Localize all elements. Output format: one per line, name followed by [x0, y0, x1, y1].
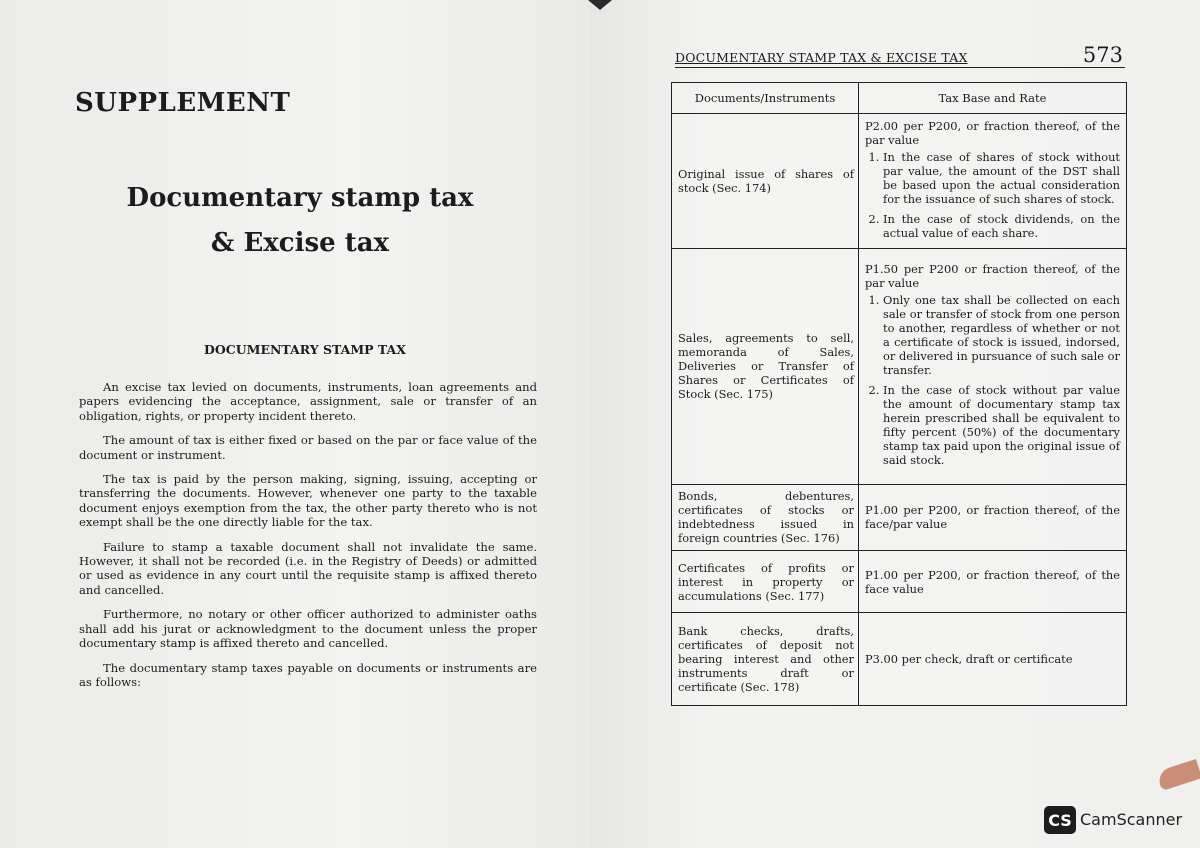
rate-provisions	[865, 293, 1120, 467]
paragraph: The tax is paid by the person making, signing, issuing, accepting or transferring the documents. However, whenever one party to the taxable document enjoys exemption from the tax, the other party thereto who is not exempt shall be the one directly liable for the tax.	[79, 472, 537, 530]
paragraph: Furthermore, no notary or other officer authorized to administer oaths shall add his jurat or acknowledgment to the document unless the proper documentary stamp is affixed thereto and cancelled.	[79, 607, 537, 651]
document-cell: Certificates of profits or interest in property or accumulations (Sec. 177)	[672, 550, 859, 612]
dst-rate-table	[671, 82, 1127, 706]
provision-item: 2. In the case of stock without par value the amount of documentary stamp tax herein prescribed shall be equivalent to fifty percent (50%) of the documentary stamp tax paid upon the original issue of said stock.	[883, 383, 1120, 467]
header-tax-base: Tax Base and Rate	[859, 83, 1127, 114]
rate-cell	[859, 249, 1127, 485]
rate-cell: P1.00 per P200, or fraction thereof, of the face/par value	[859, 484, 1127, 550]
paragraph: The amount of tax is either fixed or based on the par or face value of the document or instrument.	[79, 433, 537, 462]
table-header-row	[672, 83, 1127, 114]
rate-text: P1.50 per P200 or fraction thereof, of the par value	[865, 262, 1120, 291]
page-number: 573	[1082, 43, 1123, 67]
intro-body	[79, 380, 537, 699]
rate-provisions	[865, 150, 1120, 240]
header-documents: Documents/Instruments	[672, 83, 859, 114]
rate-text: P2.00 per P200, or fraction thereof, of the par value	[865, 119, 1120, 148]
provision-item: 1. Only one tax shall be collected on each sale or transfer of stock from one person to another, regardless of whether or not a certificate of stock is issued, indorsed, or delivered in pursuance of such sale or transfer.	[883, 293, 1120, 377]
chapter-title-line2: & Excise tax	[210, 228, 390, 258]
paragraph: Failure to stamp a taxable document shall not invalidate the same. However, it shall not be recorded (i.e. in the Registry of Deeds) or admitted or used as evidence in any court until the requisite stamp is affixed thereto and cancelled.	[79, 539, 537, 597]
table-row	[672, 114, 1127, 249]
chapter-title-line1: Documentary stamp tax	[126, 183, 474, 213]
camscanner-label: CamScanner	[1080, 810, 1183, 829]
rate-cell	[859, 114, 1127, 249]
document-cell: Sales, agreements to sell, memoranda of Sales, Deliveries or Transfer of Shares or Certificates of Stock (Sec. 175)	[672, 249, 859, 485]
table-row	[672, 550, 1127, 612]
table-row	[672, 484, 1127, 550]
document-cell: Bonds, debentures, certificates of stocks or indebtedness issued in foreign countries (Sec. 176)	[672, 484, 859, 550]
camscanner-logo: CS	[1044, 806, 1076, 834]
provision-item: 2. In the case of stock dividends, on the actual value of each share.	[883, 212, 1120, 240]
dst-subheading: DOCUMENTARY STAMP TAX	[204, 342, 406, 357]
running-head-title: DOCUMENTARY STAMP TAX & EXCISE TAX	[675, 50, 968, 65]
paragraph: An excise tax levied on documents, instruments, loan agreements and papers evidencing the acceptance, assignment, sale or transfer of an obligation, rights, or property incident thereto.	[79, 380, 537, 423]
rate-cell: P1.00 per P200, or fraction thereof, of the face value	[859, 550, 1127, 612]
document-cell: Bank checks, drafts, certificates of deposit not bearing interest and other instruments draft or certificate (Sec. 178)	[672, 613, 859, 706]
rate-cell: P3.00 per check, draft or certificate	[859, 613, 1127, 706]
running-head	[675, 45, 1125, 68]
provision-item: 1. In the case of shares of stock without par value, the amount of the DST shall be based upon the actual consideration for the issuance of such shares of stock.	[883, 150, 1120, 206]
table-row	[672, 249, 1127, 485]
document-cell: Original issue of shares of stock (Sec. 174)	[672, 114, 859, 249]
section-label: SUPPLEMENT	[75, 88, 291, 118]
paragraph: The documentary stamp taxes payable on documents or instruments are as follows:	[79, 660, 537, 689]
table-row	[672, 613, 1127, 706]
